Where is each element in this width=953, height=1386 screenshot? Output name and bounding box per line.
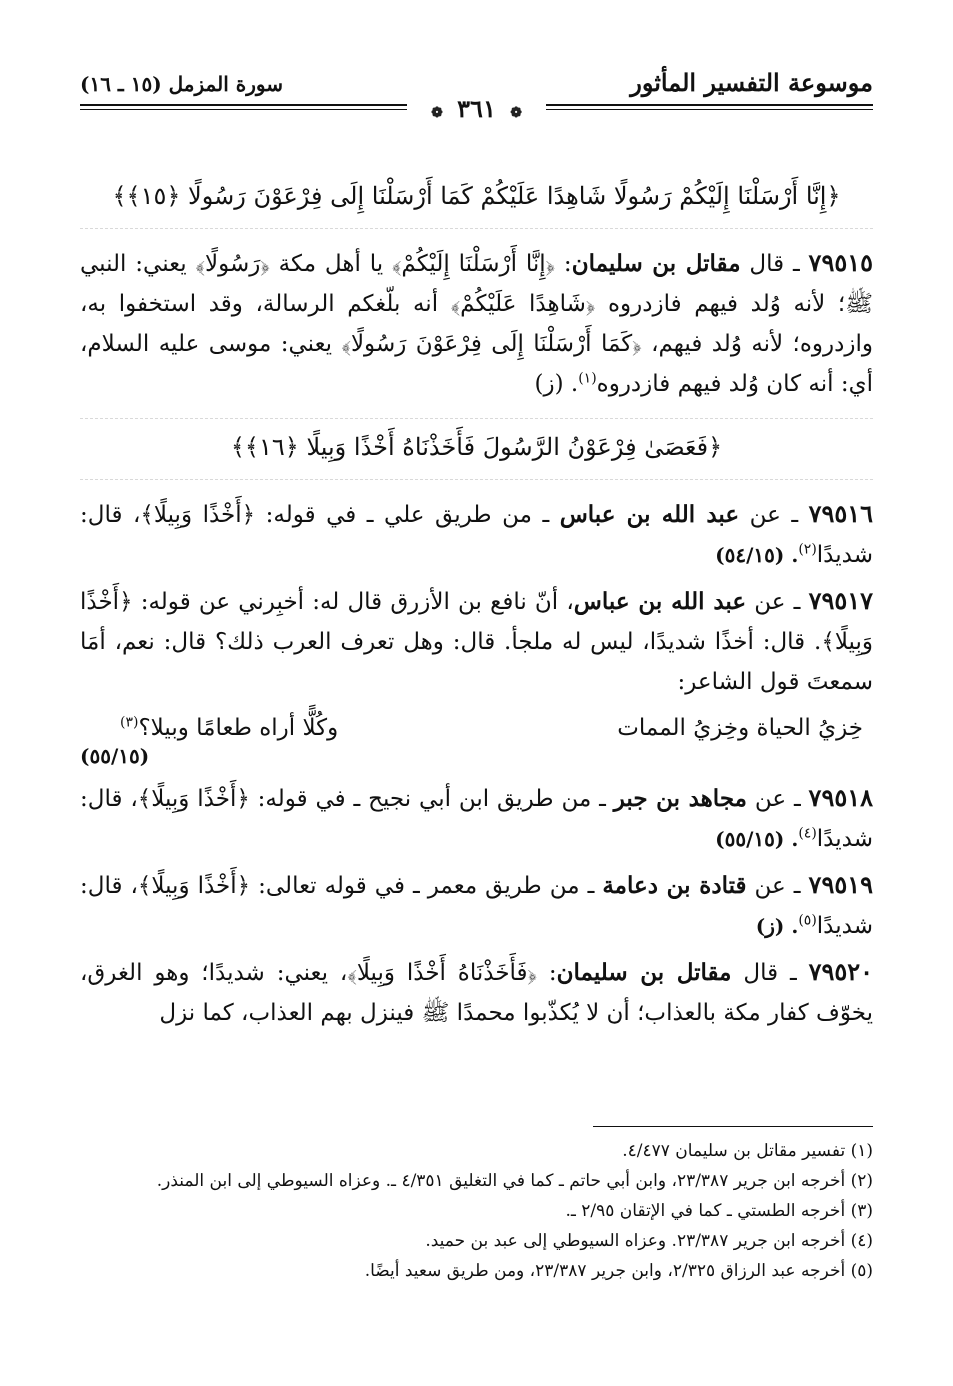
source-ref: (٥٥/١٥) xyxy=(80,744,150,768)
narration-79515: ٧٩٥١٥ ـ قال مقاتل بن سليمان: ﴿إِنَّا أَرْسَلْنَا إِلَيْكُمْ﴾ يا أهل مكة ﴿رَسُولًا﴾ يعني: النبي ﷺ؛ لأنه وُلد فيهم فازدروه ﴿شَاهِدًا عَلَيْكُمْ﴾ أنه بلّغكم الرسالة، وقد استخفوا به، وازدروه؛ لأنه وُلد فيهم، ﴿كَمَا أَرْسَلْنَا إِلَى فِرْعَوْنَ رَسُولًا﴾ يعني: موسى عليه السلام، أي: أنه كان وُلد فيهم فازدروه$^{(١)}$. (ز) xyxy=(80,248,873,397)
narration-79520: ٧٩٥٢٠ ـ قال مقاتل بن سليمان: ﴿فَأَخَذْنَاهُ أَخْذًا وَبِيلًا﴾، يعني: شديدًا؛ وهو الغرق، يخوّف كفار مكة بالعذاب؛ أن لا يُكذّبوا محمدًا ﷺ فينزل بهم العذاب، كما نزل xyxy=(80,957,874,1026)
quran-bracket-icon: ﴾ xyxy=(112,182,127,210)
narration-79516: ٧٩٥١٦ ـ عن عبد الله بن عباس ـ من طريق علي ـ في قوله: ﴿أَخْذًا وَبِيلًا﴾، قال: شديدًا$^{(٢)}$. (٥٤/١٥) xyxy=(80,499,874,568)
quran-quote: ﴿إِنَّا أَرْسَلْنَا إِلَيْكُمْ﴾ xyxy=(391,251,556,277)
narration-79519: ٧٩٥١٩ ـ عن قتادة بن دعامة ـ من طريق معمر ـ في قوله تعالى: ﴿أَخْذًا وَبِيلًا﴾، قال: شديدًا$^{(٥)}$. (ز) xyxy=(80,870,873,939)
poem-verse xyxy=(80,708,873,748)
narration-number: ٧٩٥١٧ xyxy=(808,586,874,615)
narration-number: ٧٩٥١٥ xyxy=(808,248,873,277)
narrator-name: مجاهد بن جبر xyxy=(613,785,747,812)
quran-bracket-icon: ﴾ xyxy=(230,433,245,461)
footnote-marker[interactable]: (١) xyxy=(578,370,597,387)
source-ref: . (ز) xyxy=(755,914,799,938)
surah-title: سورة المزمل (١٥ ـ ١٦) xyxy=(80,72,283,96)
quran-quote: ﴿أَخْذًا وَبِيلًا﴾ xyxy=(137,786,250,812)
narration-number: ٧٩٥١٩ xyxy=(808,870,873,899)
page-content xyxy=(80,168,873,1039)
source-ref: . (٥٤/١٥) xyxy=(715,543,799,567)
quran-quote: ﴿شَاهِدًا عَلَيْكُمْ﴾ xyxy=(450,291,596,317)
quran-quote: ﴿رَسُولًا﴾ xyxy=(195,251,270,277)
source-ref: . (٥٥/١٥) xyxy=(715,827,799,851)
verse-heading-16 xyxy=(80,418,873,480)
narration-number: ٧٩٥٢٠ xyxy=(808,957,874,986)
quran-bracket-icon: ﴿ xyxy=(708,433,723,461)
narration-number: ٧٩٥١٦ xyxy=(808,499,874,528)
ornament-icon: ❁ xyxy=(510,105,522,121)
footnotes xyxy=(80,1136,873,1286)
page-number-box xyxy=(407,94,546,123)
verse-text: إِنَّا أَرْسَلْنَا إِلَيْكُمْ رَسُولًا شَاهِدًا عَلَيْكُمْ كَمَا أَرْسَلْنَا إِلَى فِرْعَوْنَ رَسُولًا ﴿١٥﴾ xyxy=(126,182,827,210)
footnote-marker[interactable]: (٢) xyxy=(798,541,817,558)
narration-number: ٧٩٥١٨ xyxy=(808,783,873,812)
footnote-marker[interactable]: (٣) xyxy=(120,714,139,731)
quran-quote: ﴿أَخْذًا وَبِيلًا﴾ xyxy=(140,502,256,528)
footnote: (٣) أخرجه الطستي ـ كما في الإتقان ٢/٩٥ ـ. xyxy=(565,1201,873,1221)
narrator-name: عبد الله بن عباس xyxy=(573,588,747,615)
narrator-name: مقاتل بن سليمان xyxy=(571,250,741,277)
footnote-marker[interactable]: (٤) xyxy=(798,825,817,842)
source-ref: . (ز) xyxy=(534,371,579,397)
ornament-icon: ❁ xyxy=(431,105,443,121)
poem-hemistich-first: خِزيُ الحياة وخِزيُ الممات xyxy=(617,715,863,741)
footnote: (١) تفسير مقاتل بن سليمان ٤/٤٧٧. xyxy=(622,1141,873,1161)
footnote-separator xyxy=(593,1126,873,1127)
quran-bracket-icon: ﴿ xyxy=(826,182,841,210)
footnote: (٤) أخرجه ابن جرير ٢٣/٣٨٧. وعزاه السيوطي إلى عبد بن حميد. xyxy=(425,1231,873,1251)
narrator-name: عبد الله بن عباس xyxy=(559,501,740,528)
quran-quote: ﴿كَمَا أَرْسَلْنَا إِلَى فِرْعَوْنَ رَسُولًا﴾ xyxy=(341,331,642,357)
narrator-name: قتادة بن دعامة xyxy=(602,872,747,899)
verse-heading-15 xyxy=(80,168,873,229)
book-title: موسوعة التفسير المأثور xyxy=(630,68,873,97)
footnote: (٢) أخرجه ابن جرير ٢٣/٣٨٧، وابن أبي حاتم ـ كما في التغليق ٤/٣٥١ ـ. وعزاه السيوطي إلى ابن المنذر. xyxy=(156,1171,873,1191)
footnote-marker[interactable]: (٥) xyxy=(798,912,817,929)
verse-text: فَعَصَىٰ فِرْعَوْنُ الرَّسُولَ فَأَخَذْنَاهُ أَخْذًا وَبِيلًا ﴿١٦﴾ xyxy=(244,433,709,461)
narration-79517: ٧٩٥١٧ ـ عن عبد الله بن عباس، أنّ نافع بن الأزرق قال له: أخبِرني عن قوله: ﴿أَخْذًا وَبِيلًا﴾. قال: أخذًا شديدًا، ليس له ملجأ. قال: وهل تعرف العرب ذلك؟ قال: نعم، أمَا سمعتَ قول الشاعر: xyxy=(80,586,874,695)
footnote: (٥) أخرجه عبد الرزاق ٢/٣٢٥، وابن جرير ٢٣/٣٨٧، ومن طريق سعيد أيضًا. xyxy=(364,1261,873,1281)
poem-hemistich-second: وكُلًّا أراه طعامًا وبيلا؟$^{(٣)}$ xyxy=(120,714,339,741)
page-number: ٣٦١ xyxy=(457,94,496,123)
quran-quote: ﴿أَخْذًا وَبِيلًا﴾ xyxy=(80,589,873,655)
narration-79518: ٧٩٥١٨ ـ عن مجاهد بن جبر ـ من طريق ابن أبي نجيح ـ في قوله: ﴿أَخْذًا وَبِيلًا﴾، قال: شديدًا$^{(٤)}$. (٥٥/١٥) xyxy=(80,783,873,852)
page-header xyxy=(80,60,873,130)
narrator-name: مقاتل بن سليمان xyxy=(556,959,732,986)
quran-quote: ﴿فَأَخَذْنَاهُ أَخْذًا وَبِيلًا﴾ xyxy=(347,960,538,986)
quran-quote: ﴿أَخْذًا وَبِيلًا﴾ xyxy=(137,873,251,899)
